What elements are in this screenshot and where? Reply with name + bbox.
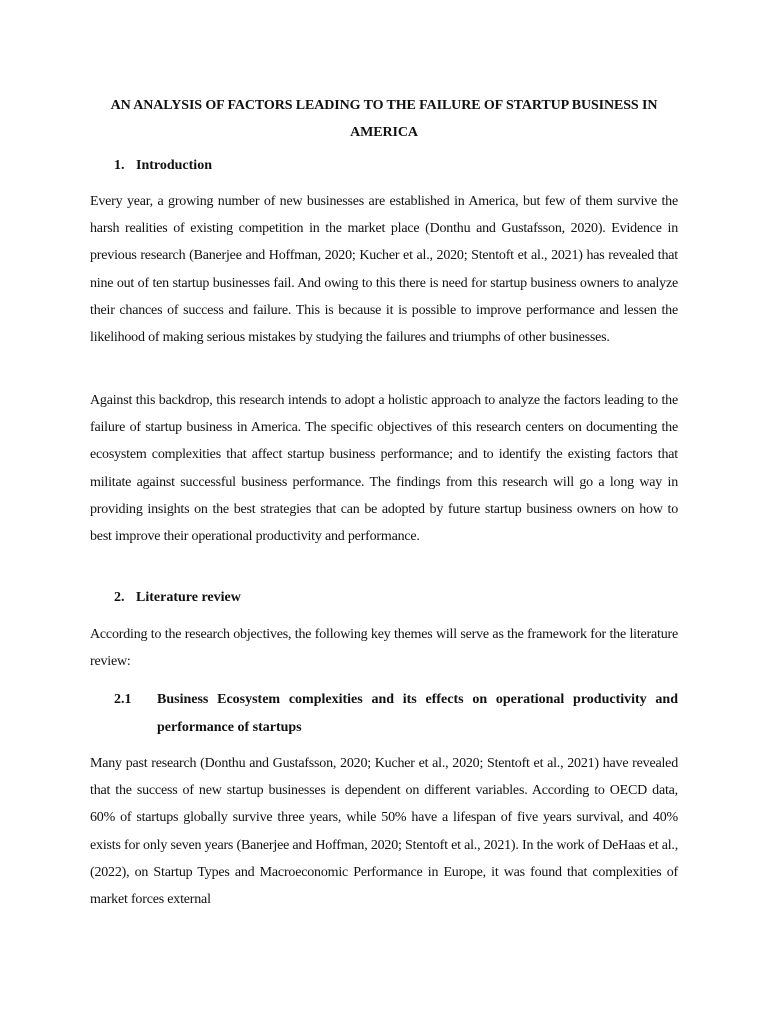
- section-heading-literature-review: [114, 584, 241, 611]
- paragraph-introduction-1: Every year, a growing number of new businesses are established in America, but few of them survive the harsh realities of existing competition in the market place (Donthu and Gustafsson, 2020). Evidence in previous research (Banerjee and Hoffman, 2020; Kucher et al., 2020; Stentoft et al., 2021) has revealed that nine out of ten startup businesses fail. And owing to this there is need for startup business owners to analyze their chances of success and failure. This is because it is possible to improve performance and lessen the likelihood of making serious mistakes by studying the failures and triumphs of other businesses.: [90, 194, 678, 346]
- section-title: Introduction: [136, 158, 212, 173]
- section-number: 1.: [114, 158, 125, 173]
- subsection-heading-2-1: [114, 686, 678, 741]
- document-title: AN ANALYSIS OF FACTORS LEADING TO THE FAILURE OF STARTUP BUSINESS IN AMERICA: [110, 98, 658, 140]
- paragraph-introduction-2: Against this backdrop, this research intends to adopt a holistic approach to analyze the factors leading to the failure of startup business in America. The specific objectives of this research centers on documenting the ecosystem complexities that affect startup business performance; and to identify the existing factors that militate against successful business performance. The findings from this research will go a long way in providing insights on the best strategies that can be adopted by future startup business owners on how to best improve their operational productivity and performance.: [90, 393, 678, 545]
- paragraph-literature-review-1: According to the research objectives, the following key themes will serve as the framework for the literature review:: [90, 627, 678, 670]
- section-title: Literature review: [136, 590, 241, 605]
- subsection-number: 2.1: [114, 692, 132, 707]
- section-heading-introduction: [114, 152, 212, 179]
- paragraph-subsection-2-1: Many past research (Donthu and Gustafsson, 2020; Kucher et al., 2020; Stentoft et al., 2021) have revealed that the success of new startup businesses is dependent on different variables. According to OECD data, 60% of startups globally survive three years, while 50% have a lifespan of five years survival, and 40% exists for only seven years (Banerjee and Hoffman, 2020; Stentoft et al., 2021). In the work of DeHaas et al., (2022), on Startup Types and Macroeconomic Performance in Europe, it was found that complexities of market forces external: [90, 756, 678, 908]
- section-number: 2.: [114, 590, 125, 605]
- subsection-title: Business Ecosystem complexities and its effects on operational productivity and performance of startups: [157, 692, 678, 735]
